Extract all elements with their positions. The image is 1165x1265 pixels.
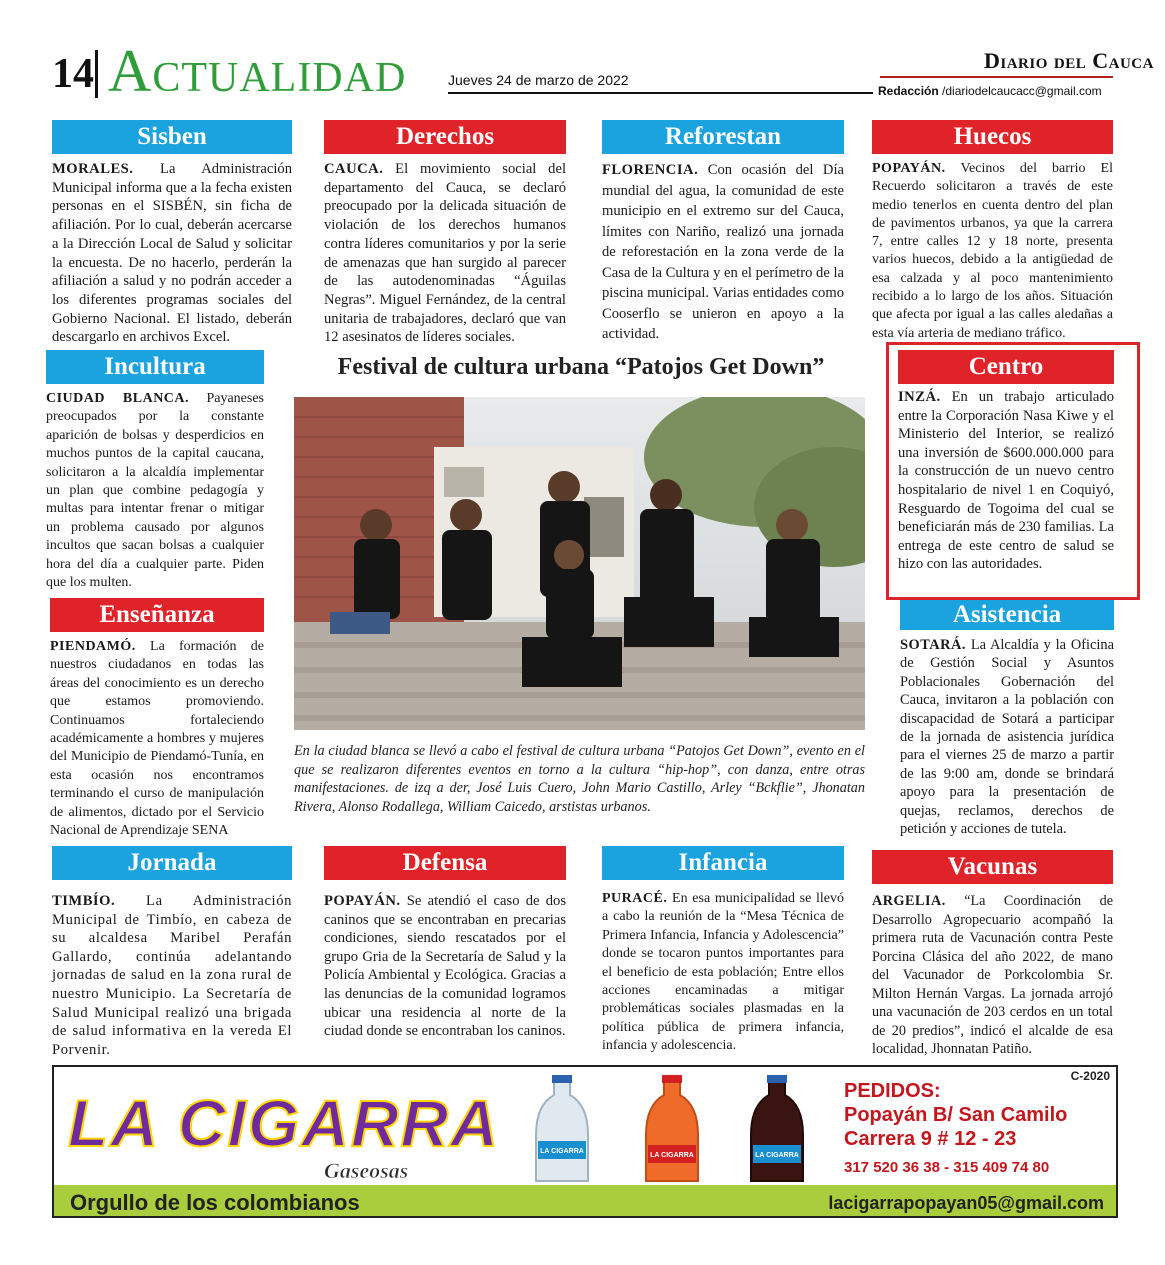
article-text: La Administración Municipal informa que a la fecha existen personas en el SISBÉN, sin ficha de afiliación. Por lo cual, deberán acercarse a la Dirección Local de Salud y solicitar la encuesta. De no hacerlo, perderán la afiliación a salud y no podrán acceder a los diferentes programas sociales del Gobierno Nacional. El listado, deberán descargarlo en archivos Excel. [52,161,292,346]
feature-headline: Festival de cultura urbana “Patojos Get Down” [337,354,825,380]
article-place: INZÁ. [898,389,941,405]
article-heading: Sisben [52,120,292,154]
article-heading: Infancia [602,846,844,880]
article-place: SOTARÁ. [900,637,967,653]
article-body [602,160,844,345]
article-heading: Enseñanza [50,598,264,632]
article-text: En esa municipalidad se llevó a cabo la reunión de la “Mesa Técnica de Primera Infancia, Infancia y Adolescencia” donde se tocaron puntos importantes para el beneficio de esta población; Entre ellos acciones encaminadas a mitigar problemáticas sociales plasmadas en la política pública de primera infancia, infancia y adolescencia. [602,891,844,1054]
article-place: CIUDAD BLANCA. [46,391,190,406]
contact-email[interactable]: /diariodelcaucacc@gmail.com [942,84,1102,98]
ad-phones: 317 520 36 38 - 315 409 74 80 [844,1159,1050,1176]
article-place: POPAYÁN. [872,161,946,176]
article-text: La formación de nuestros ciudadanos en todas las áreas del conocimiento es un derecho que estamos promoviendo. Continuamos fortaleciendo académicamente a hombres y mujeres del Municipio de Piendamó-Tunía, en esta ocasión nos encontramos terminando el curso de manipulación de alimentos, dictado por el Servicio Nacional de Aprendizaje SENA [50,639,264,839]
section-title: Actualidad [108,38,407,104]
feature-caption: En la ciudad blanca se llevó a cabo el festival de cultura urbana “Patojos Get Down”, evento en el que se realizaron diferentes eventos en torno a la cultura “hip-hop”, con danza, entre otras manifestaciones. de izq a der, José Luis Cuero, John Mario Castillo, Arley “Bckflie”, Jhonatan Rivera, Alonso Rodallega, William Caicedo, arstistas urbanos. [294,743,865,815]
article-body [324,160,566,347]
ad-subtitle: Gaseosas [324,1158,409,1183]
article-place: PIENDAMÓ. [50,639,136,654]
bottle-label-3: LA CIGARRA [755,1152,799,1159]
article-heading: Asistencia [900,600,1114,630]
article-place: ARGELIA. [872,893,946,909]
ad-address-line-2: Carrera 9 # 12 - 23 [844,1128,1017,1150]
feature-photo [294,397,865,730]
newspaper-rule [880,76,1113,78]
article-text: La Alcaldía y la Oficina de Gestión Social y Asuntos Poblacionales Gobernación del Cauca, invitaron a la población con discapacidad de Sotará a participar de la jornada de asistencia jurídica para el viernes 25 de marzo a partir de las 9:00 am, donde se brindará apoyo para la presentación de quejas, reclamos, derechos de petición y acciones de tutela. [900,637,1114,838]
article-body [46,390,264,592]
article-place: TIMBÍO. [52,893,116,909]
article-derechos [324,120,566,347]
article-place: POPAYÁN. [324,893,401,909]
article-body [900,636,1114,838]
article-body [872,160,1113,343]
article-incultura [46,350,264,592]
ad-address-line-1: Popayán B/ San Camilo [844,1104,1068,1126]
article-text: El movimiento social del departamento del Cauca, se declaró preocupado por la delicada situación de violación de los derechos humanos contra líderes comunitarios y por la serie de amenazas que han surgido al parecer de las autodenominadas “Águilas Negras”. Miguel Fernández, de la central unitaria de trabajadores, declaró que van 12 asesinatos de líderes sociales. [324,161,566,346]
ad-orders-label: PEDIDOS: [844,1080,941,1102]
article-body [52,892,292,1059]
ad-slogan: Orgullo de los colombianos [70,1190,360,1215]
article-place: CAUCA. [324,161,384,177]
article-body [324,892,566,1041]
article-place: FLORENCIA. [602,162,699,178]
header-rule [448,92,873,94]
article-body [872,892,1113,1059]
highlight-box [886,342,1140,600]
contact-label: Redacción [878,84,939,98]
article-asistencia [900,600,1114,838]
newspaper-name: Diario del Cauca [984,48,1154,73]
article-defensa [324,846,566,1041]
soda-bottles-icon [494,1073,834,1185]
group-photo-illustration [294,397,865,730]
article-body [602,890,844,1056]
article-body [52,160,292,347]
article-heading: Vacunas [872,850,1113,884]
page-number: 14 [52,51,94,97]
advertisement [52,1065,1118,1218]
article-text: La Administración Municipal de Timbío, en cabeza de su alcaldesa Maribel Perafán Gallardo, continúa adelantando jornadas de salud en la zona rural de nuestro Municipio. La Secretaría de Salud Municipal realizó una brigada de salud informativa en la vereda El Porvenir. [52,893,292,1058]
article-text: Se atendió el caso de dos caninos que se encontraban en precarias condiciones, siendo rescatados por el grupo Gria de la Secretaría de Salud y la Policía Ambiental y Ecológica. Gracias a las denuncias de la comunidad logramos ubicar una residencia al norte de la ciudad donde se encontraban los caninos. [324,893,566,1040]
article-ensenanza [50,598,264,840]
issue-date: Jueves 24 de marzo de 2022 [448,72,629,88]
article-vacunas [872,850,1113,1059]
bottle-label-2: LA CIGARRA [650,1152,694,1159]
article-text: Vecinos del barrio El Recuerdo solicitaron a través de este medio tenerlos en cuenta dentro del plan de pavimentos urbanos, ya que la carrera 7, entre calles 12 y 18 norte, presenta varios huecos, debido a la antigüedad de esa calzada y al poco mantenimiento recibido a lo largo de los años. Situación que afecta por igual a las calles aledañas a esta vía arteria de mediano tráfico. [872,161,1113,341]
article-text: Con ocasión del Día mundial del agua, la comunidad de este municipio en el extremo sur del Cauca, límites con Nariño, realizó una jornada de reforestación en la zona verde de la Casa de la Cultura y en el perímetro de la piscina municipal. Varias entidades como Cooserflo se unieron en apoyo a la actividad. [602,162,844,342]
ad-email[interactable]: lacigarrapopayan05@gmail.com [828,1193,1104,1213]
article-text: Payaneses preocupados por la constante aparición de bolsas y desperdicios en muchos puntos de la capital caucana, solicitaron a la alcaldía implementar un plan que combine pedagogía y multas para intentar frenar o mitigar un problema causado por algunos incultos que sacan bolsas a cualquier hora del día a cualquier parte. Piden que los multen. [46,391,264,591]
article-heading: Defensa [324,846,566,880]
article-text: En un trabajo articulado entre la Corporación Nasa Kiwe y el Ministerio del Interior, se realizó una inversión de $600.000.000 para la construcción de un nuevo centro hospitalario de nivel 1 en Coquiyó, Resguardo de Togoima del cual se beneficiarán más de 230 familias. La entrega de este centro de salud se hizo con las autoridades. [898,389,1114,573]
article-place: MORALES. [52,161,134,177]
article-text: “La Coordinación de Desarrollo Agropecuario acompañó la primera ruta de Vacunación contra Peste Porcina Clásica del año 2022, de mano del Vacunador de Porkcolombia Sr. Milton Hernán Vargas. La jornada arrojó una vacunación de 203 cerdos en un total de 20 predios”, indicó el alcalde de esa localidad, Jhonnatan Patiño. [872,893,1113,1057]
article-place: PURACÉ. [602,891,668,906]
article-heading: Derechos [324,120,566,154]
article-heading: Jornada [52,846,292,880]
ad-brand-logo: LA CIGARRA [68,1086,500,1160]
article-jornada [52,846,292,1059]
ad-code: C-2020 [1070,1069,1110,1083]
header-divider [95,50,98,98]
article-heading: Huecos [872,120,1113,154]
ad-order-info [844,1079,1067,1181]
article-infancia [602,846,844,1056]
article-body [50,638,264,840]
article-heading: Centro [898,350,1114,384]
article-reforestan [602,120,844,345]
bottle-label-1: LA CIGARRA [540,1148,584,1155]
contact-line [878,84,1102,98]
article-sisben [52,120,292,347]
article-heading: Incultura [46,350,264,384]
article-heading: Reforestan [602,120,844,154]
article-huecos [872,120,1113,343]
